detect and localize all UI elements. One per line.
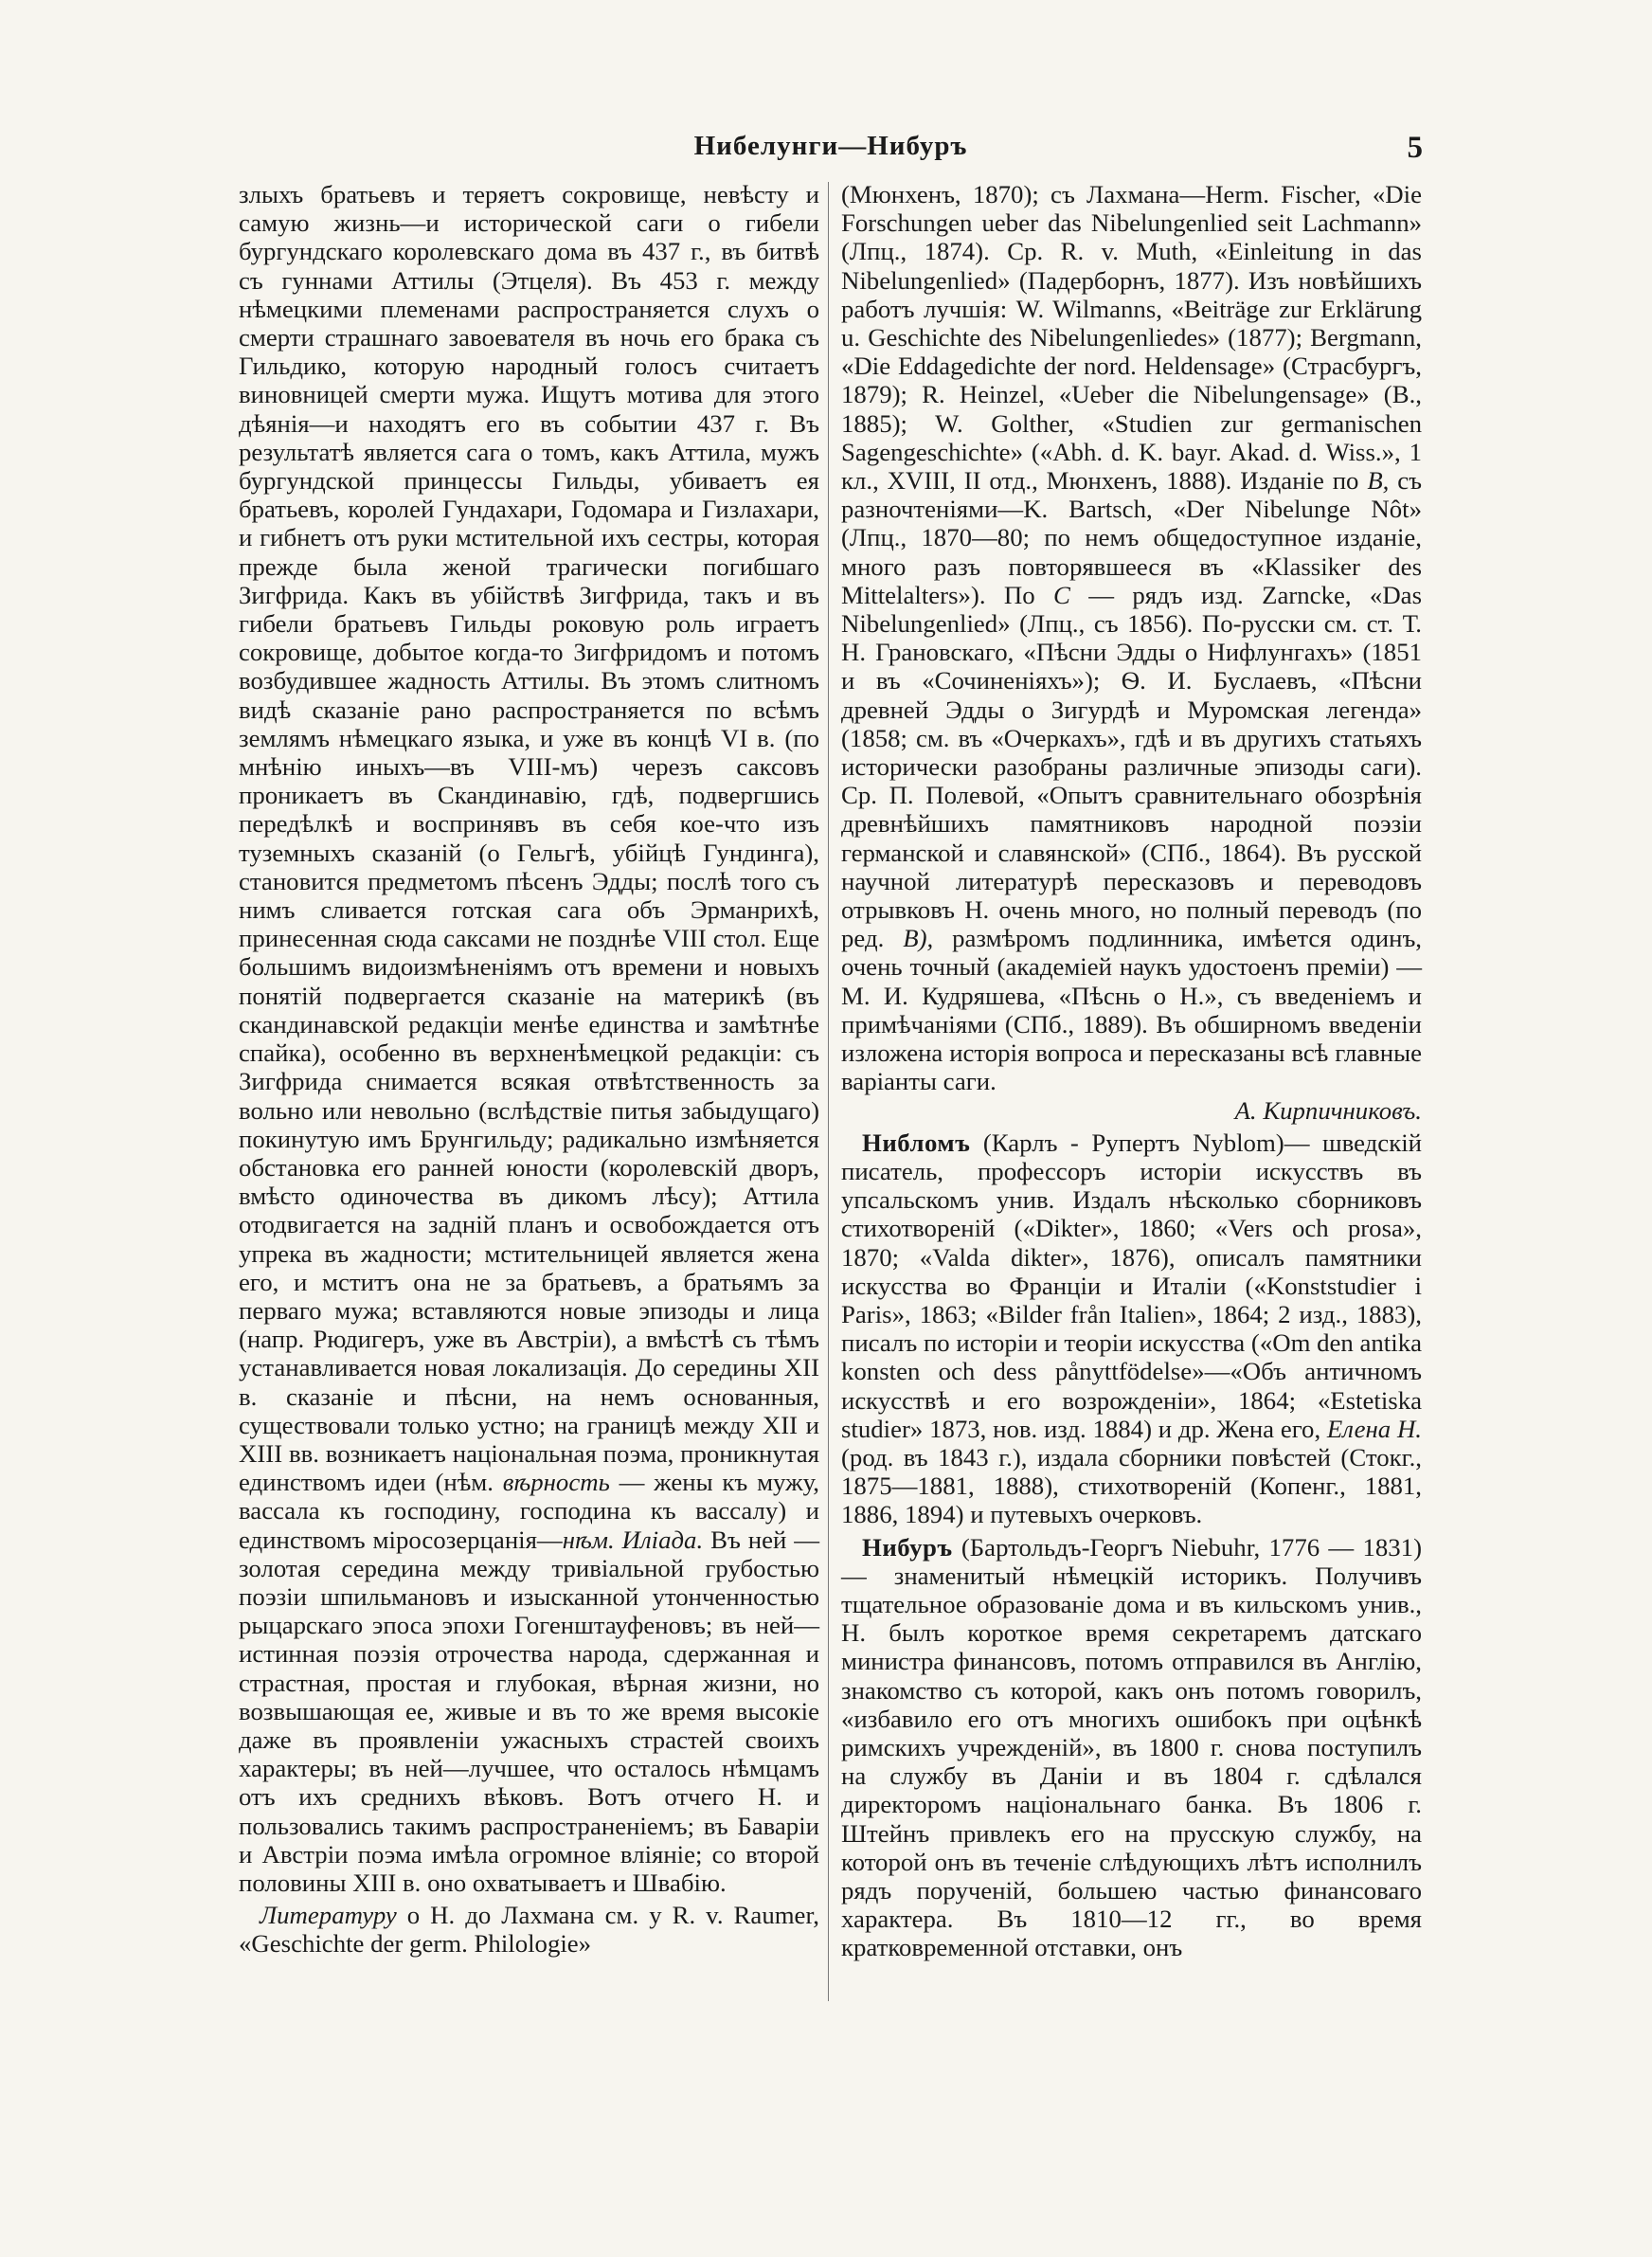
right-italic-b2: B), xyxy=(903,924,934,953)
page-header xyxy=(239,131,1423,172)
headword-niebuhr: Нибуръ xyxy=(862,1532,953,1562)
right-italic-c: C xyxy=(1053,580,1070,609)
left-column-paragraph xyxy=(239,180,819,1897)
left-text-1: злыхъ братьевъ и теряетъ сокровище, невѣсту и самую жизнь—и исторической саги о гибели бургундскаго королевскаго дома въ 437 г., въ битвѣ съ гуннами Аттилы (Этцеля). Въ 453 г. между нѣмецкими племенами распространяется слухъ о смерти страшнаго завоевателя въ ночь его брака съ Гильдико, которую народный голосъ считаетъ виновницей смерти мужа. Ищутъ мотива для этого дѣянія—и находятъ его въ событии 437 г. Въ результатѣ является сага о томъ, какъ Аттила, мужъ бургундской принцессы Гильды, убиваетъ ея братьевъ, королей Гундахари, Годомара и Гизлахари, и гибнетъ отъ руки мстительной ихъ сестры, которая прежде была женой трагически погибшаго Зигфрида. Какъ въ убійствѣ Зигфрида, такъ и въ гибели братьевъ Гильды роковую роль играетъ сокровище, добытое когда-то Зигфридомъ и потомъ возбудившее жадность Аттилы. Въ этомъ слитномъ видѣ сказаніе рано распространяется по всѣмъ землямъ нѣмецкаго языка, и уже въ концѣ VI в. (по мнѣнію иныхъ—въ VIII-мъ) черезъ саксовъ проникаетъ въ Скандинавію, гдѣ, подвергшись передѣлкѣ и воспринявъ въ себя кое-что изъ туземныхъ сказаній (о Гельгѣ, убійцѣ Гундинга), становится предметомъ пѣсенъ Эдды; послѣ того съ нимъ сливается готская сага объ Эрманрихѣ, принесенная сюда саксами не позднѣе VIII стол. Еще большимъ видоизмѣненіямъ отъ времени и новыхъ понятій подвергается сказаніе на материкѣ (въ скандинавской редакціи менѣе единства и замѣтнѣе спайка), особенно въ верхненѣмецкой редакціи: съ Зигфрида снимается всякая отвѣтственность за вольно или невольно (вслѣдствіе питья забыдущаго) покинутую имъ Брунгильду; радикально измѣняется обстановка его ранней юности (королевскій дворъ, вмѣсто одиночества въ дикомъ лѣсу); Аттила отодвигается на задній планъ и освобождается отъ упрека въ жадности; мстительницей является жена его, и мститъ она не за братьевъ, а братьямъ за перваго мужа; вставляются новые эпизоды и лица (напр. Рюдигеръ, уже въ Австріи), а вмѣстѣ съ тѣмъ устанавливается новая локализація. До середины XII в. сказаніе и пѣсни, на немъ основанныя, существовали только устно; на границѣ между XII и XIII вв. возникаетъ національная поэма, проникнутая единствомъ идеи (нѣм. xyxy=(239,180,819,1497)
right-text-4: размѣромъ подлинника, имѣется одинъ, очень точный (академіей наукъ удостоенъ преміи) — М. И. Кудряшева, «Пѣснь о Н.», съ введеніемъ и примѣчаніями (СПб., 1889). Въ обширномъ введеніи изложена исторія вопроса и пересказаны всѣ главные варіанты саги. xyxy=(841,924,1423,1096)
column-divider xyxy=(828,182,829,2001)
literature-text: о Н. до Лахмана см. у R. v. Raumer, «Geschichte der germ. Philologie» xyxy=(239,1901,820,1959)
nyblom-text-2: (род. въ 1843 г.), издала сборники повѣстей (Стокг., 1875—1881, 1888), стихотвореній (Копенг., 1881, 1886, 1894) и путевыхъ очерковъ. xyxy=(841,1442,1422,1529)
headword-nyblom: Нибломъ xyxy=(862,1128,971,1157)
nyblom-wife: Елена Н. xyxy=(1326,1414,1422,1443)
entry-niebuhr xyxy=(841,1533,1422,1962)
page-number: 5 xyxy=(1407,131,1423,165)
literature-continued xyxy=(841,180,1422,1096)
right-text-3: — рядъ изд. Zarncke, «Das Nibelungenlied» (Лпц., съ 1856). По-русски см. ст. Т. Н. Грановскаго, «Пѣсни Эдды о Нифлунгахъ» (1851 и въ «Сочиненіяхъ»); Ѳ. И. Буслаевъ, «Пѣсни древней Эдды о Зигурдѣ и Муромская легенда» (1858; см. въ «Очеркахъ», гдѣ и въ другихъ статьяхъ исторически разобраны различные эпизоды саги). Ср. П. Полевой, «Опытъ сравнительнаго обозрѣнія древнѣйшихъ памятниковъ народной поэзіи германской и славянской» (СПб., 1864). Въ русской научной литературѣ пересказовъ и переводовъ отрывковъ Н. очень много, но полный переводъ (по ред. xyxy=(841,580,1422,953)
left-column xyxy=(239,180,819,2170)
right-column xyxy=(841,180,1422,2170)
right-text-2: съ разночтеніями—K. Bartsch, «Der Nibelunge Nôt» (Лпц., 1870—80; по немъ общедоступное изданіе, много разъ повторявшееся въ «Klassiker des Mittelalters»). По xyxy=(841,466,1422,609)
right-italic-b: B, xyxy=(1367,466,1390,496)
nyblom-text: (Карлъ - Рупертъ Nyblom)— шведскій писатель, профессоръ исторіи искусствъ въ упсальскомъ унив. Издалъ нѣсколько сборниковъ стихотвореній («Dikter», 1860; «Vers och prosa», 1870; «Valda dikter», 1876), описалъ памятники искусства во Франціи и Италіи («Konststudier i Paris», 1863; «Bilder från Italien», 1864; 2 изд., 1883), писалъ по исторіи и теоріи искусства («Om den antika konsten och dess pånyttfödelse»—«Объ античномъ искусствѣ и его возрожденіи», 1864; «Estetiska studier» 1873, нов. изд. 1884) и др. Жена его, xyxy=(841,1128,1423,1443)
left-italic-2: нѣм. Иліада. xyxy=(562,1525,704,1554)
literature-paragraph xyxy=(239,1901,819,1958)
author-signature: А. Кирпичниковъ. xyxy=(1234,1095,1422,1125)
left-text-3: Въ ней —золотая середина между тривіальной грубостью поэзіи шпильмановъ и изысканной утонченностью рыцарскаго эпоса эпохи Гогенштауфеновъ; въ ней—истинная поэзія отрочества народа, сдержанная и страстная, простая и глубокая, вѣрная жизни, но возвышающая ее, живые и въ то же время высокіе даже въ проявленіи ужасныхъ страстей своихъ характеры; въ ней—лучшее, что осталось нѣмцамъ отъ ихъ среднихъ вѣковъ. Вотъ отчего Н. и пользовались такимъ распространеніемъ; въ Баваріи и Австріи поэма имѣла огромное вліяніе; со второй половины XIII в. оно охватываетъ и Швабію. xyxy=(239,1525,820,1897)
entry-nyblom xyxy=(841,1128,1422,1529)
left-text-2: — жены къ мужу, вассала къ господину, господина къ вассалу) и единствомъ міросозерцанія— xyxy=(239,1468,820,1554)
niebuhr-text: (Бартольдъ-Георгъ Niebuhr, 1776 — 1831) — знаменитый нѣмецкій историкъ. Получивъ тщательное образованіе дома и въ кильскомъ унив., Н. былъ короткое время секретаремъ датскаго министра финансовъ, потомъ отправился въ Англію, знакомство съ которой, какъ онъ потомъ говорилъ, «избавило его отъ многихъ ошибокъ при оцѣнкѣ римскихъ учрежденій», въ 1800 г. снова поступилъ на службу въ Даніи и въ 1804 г. сдѣлался директоромъ національнаго банка. Въ 1806 г. Штейнъ привлекъ его на прусскую службу, на которой онъ въ теченіе слѣдующихъ лѣтъ исполнилъ рядъ порученій, большею частью финансоваго характера. Въ 1810—12 гг., во время кратковременной отставки, онъ xyxy=(841,1532,1422,1962)
right-text-1: (Мюнхенъ, 1870); съ Лахмана—Herm. Fischer, «Die Forschungen ueber das Nibelungenlied seit Lachmann» (Лпц., 1874). Ср. R. v. Muth, «Einleitung in das Nibelungenlied» (Падерборнъ, 1877). Изъ новѣйшихъ работъ лучшія: W. Wilmanns, «Beiträge zur Erklärung u. Geschichte des Nibelungenliedes» (1877); Bergmann, «Die Eddagedichte der nord. Heldensage» (Страсбургъ, 1879); R. Heinzel, «Ueber die Nibelungensage» (B., 1885); W. Golther, «Studien zur germanischen Sagengeschichte» («Abh. d. K. bayr. Akad. d. Wiss.», 1 кл., XVIII, II отд., Мюнхенъ, 1888). Изданіе по xyxy=(841,180,1422,496)
left-italic-1: вѣрность xyxy=(502,1468,610,1497)
running-head: Нибелунги—Нибуръ xyxy=(693,131,968,161)
literature-label: Литературу xyxy=(260,1901,397,1930)
